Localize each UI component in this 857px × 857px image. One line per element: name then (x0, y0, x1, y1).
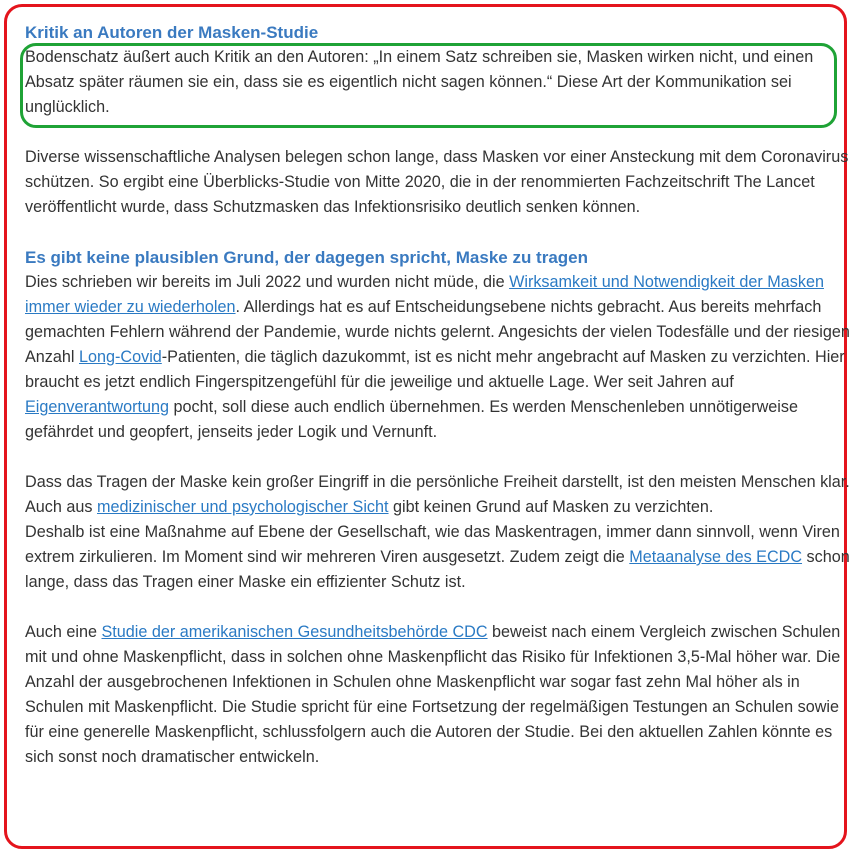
paragraph-july-2022 (25, 270, 855, 445)
text-span: -Patienten, die täglich dazukommt, ist es nicht mehr angebracht auf Masken zu verzichten. Hier braucht es jetzt endlich Fingerspitzengefühl für die jeweilige und aktuelle Lage. Wer seit Jahren auf (25, 348, 845, 391)
section-heading-no-reason: Es gibt keine plausiblen Grund, der dagegen spricht, Maske zu tragen (25, 248, 589, 267)
paragraph-cdc-study (25, 620, 855, 770)
text-span: gibt keinen Grund auf Masken zu verzichten. (388, 498, 714, 516)
text-span: . Allerdings hat es auf Entscheidungsebene nichts gebracht. Aus bereits mehrfach gemachten Fehlern während der Pandemie, wurde nichts gelernt. Angesichts der vielen Todesfälle und der riesigen Anzahl (25, 298, 850, 366)
text-span: Auch eine (25, 623, 102, 641)
link-long-covid[interactable]: Long-Covid (79, 348, 162, 366)
link-eigenverantwortung[interactable]: Eigenverantwortung (25, 398, 169, 416)
link-cdc-studie[interactable]: Studie der amerikanischen Gesundheitsbehörde CDC (101, 623, 488, 641)
lancet-paragraph: Diverse wissenschaftliche Analysen belegen schon lange, dass Masken vor einer Ansteckung mit dem Coronavirus schützen. So ergibt eine Überblicks-Studie von Mitte 2020, die in der renommierten Fachzeitschrift The Lancet veröffentlicht wurde, dass Schutzmasken das Infektionsrisiko deutlich senken können. (25, 148, 849, 216)
section-heading-critique: Kritik an Autoren der Masken-Studie (25, 23, 319, 42)
article-body (25, 20, 855, 770)
text-span: Dies schrieben wir bereits im Juli 2022 und wurden nicht müde, die (25, 273, 510, 291)
paragraph-freiheit (25, 470, 855, 520)
text-span: beweist nach einem Vergleich zwischen Schulen mit und ohne Maskenpflicht, dass in solchen ohne Maskenpflicht das Risiko für Infektionen 3,5-Mal höher war. Die Anzahl der ausgebrochenen Infektionen in Schulen ohne Maskenpflicht war sogar fast zehn Mal höher als in Schulen mit Maskenpflicht. Die Studie spricht für eine Fortsetzung der regelmäßigen Testungen an Schulen sowie für eine generelle Maskenpflicht, schlussfolgern auch die Autoren der Studie. Bei den aktuellen Zahlen könnte es sich sonst noch dramatischer entwickeln. (25, 623, 841, 766)
link-medizinische-sicht[interactable]: medizinischer und psychologischer Sicht (97, 498, 389, 516)
text-span: Deshalb ist eine Maßnahme auf Ebene der Gesellschaft, wie das Maskentragen, immer dann sinnvoll, wenn Viren extrem zirkulieren. Im Moment sind wir mehreren Viren ausgesetzt. Zudem zeigt die (25, 523, 840, 566)
text-span: pocht, soll diese auch endlich übernehmen. Es werden Menschenleben unnötigerweise gefährdet und geopfert, jenseits jeder Logik und Vernunft. (25, 398, 798, 441)
paragraph-gesellschaft (25, 520, 855, 595)
link-metaanalyse-ecdc[interactable]: Metaanalyse des ECDC (629, 548, 803, 566)
text-span: schon lange, dass das Tragen einer Maske ein effizienter Schutz ist. (25, 548, 850, 591)
green-highlight-frame (20, 43, 837, 128)
quote-paragraph: Bodenschatz äußert auch Kritik an den Autoren: „In einem Satz schreiben sie, Masken wirken nicht, und einen Absatz später räumen sie ein, dass sie es eigentlich nicht sagen können.“ Diese Art der Kommunikation sei unglücklich. (25, 48, 814, 116)
text-span: Dass das Tragen der Maske kein großer Eingriff in die persönliche Freiheit darstellt, ist den meisten Menschen klar. Auch aus (25, 473, 850, 516)
link-wirksamkeit[interactable]: Wirksamkeit und Notwendigkeit der Masken immer wieder zu wiederholen (25, 273, 824, 316)
